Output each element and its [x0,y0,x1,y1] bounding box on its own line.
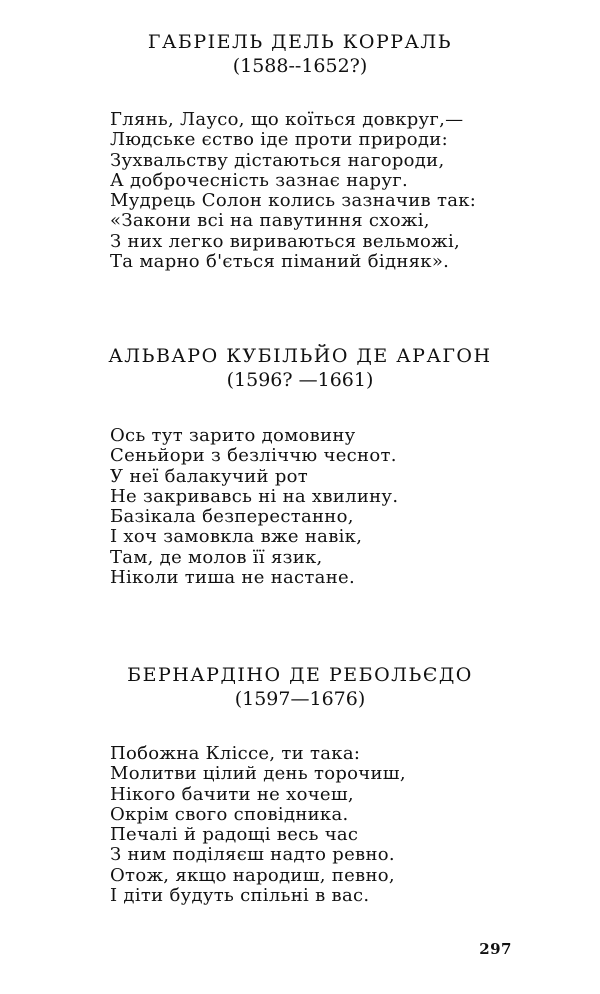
poem-line: Печалі й радощі весь час [110,824,359,846]
poem-line: З ним поділяєш надто ревно. [110,844,395,866]
poem-line: Нікого бачити не хочеш, [110,783,354,805]
poem-line: Там, де молов її язик, [110,546,323,568]
author-dates: (1596? —1661) [226,369,374,391]
poem-line: Та марно б'ється піманий бідняк». [110,251,450,273]
poem-line: Мудрець Солон колись зазначив так: [110,190,477,212]
poem-section-3 [0,663,600,711]
poem-line: Окрім свого сповідника. [110,803,349,825]
poem-text-3 [110,744,406,906]
poem-line: Зухвальству дістаються нагороди, [110,149,445,171]
poem-line: Отож, якщо народиш, певно, [110,864,395,886]
poem-text-1 [110,110,476,272]
poem-text-2 [110,426,398,588]
poem-line: Людське єство іде проти природи: [110,129,448,151]
poem-line: У неї балакучий рот [110,465,309,487]
author-dates: (1588--1652?) [232,55,368,77]
poem-line: Ось тут зарито домовину [110,425,356,446]
poem-section-2 [0,344,600,392]
poem-line: Сеньйори з безліччю чеснот. [110,445,397,467]
poem-line: Молитви цілий день торочиш, [110,763,406,785]
poem-line: І хоч замовкла вже навік, [110,526,363,548]
page-number: 297 [479,940,512,958]
author-dates: (1597—1676) [234,688,366,710]
author-name: АЛЬВАРО КУБІЛЬЙО ДЕ АРАГОН [108,345,492,367]
poem-line: Глянь, Лаусо, що коїться довкруг,— [110,109,464,130]
author-name: ГАБРІЕЛЬ ДЕЛЬ КОРРАЛЬ [147,31,453,53]
poem-line: З них легко вириваються вельможі, [110,230,461,252]
poem-line: Ніколи тиша не настане. [110,567,355,589]
poem-section-1 [0,30,600,78]
author-name: БЕРНАРДІНО ДЕ РЕБОЛЬЄДО [127,664,473,686]
poem-line: Побожна Кліссе, ти така: [110,743,361,764]
poem-line: «Закони всі на павутиння схожі, [110,210,430,232]
poem-line: А доброчесність зазнає наруг. [110,169,409,191]
poem-line: Не закривавсь ні на хвилину. [110,485,399,507]
poem-line: І діти будуть спільні в вас. [110,885,370,907]
poem-line: Базікала безперестанно, [110,506,354,528]
